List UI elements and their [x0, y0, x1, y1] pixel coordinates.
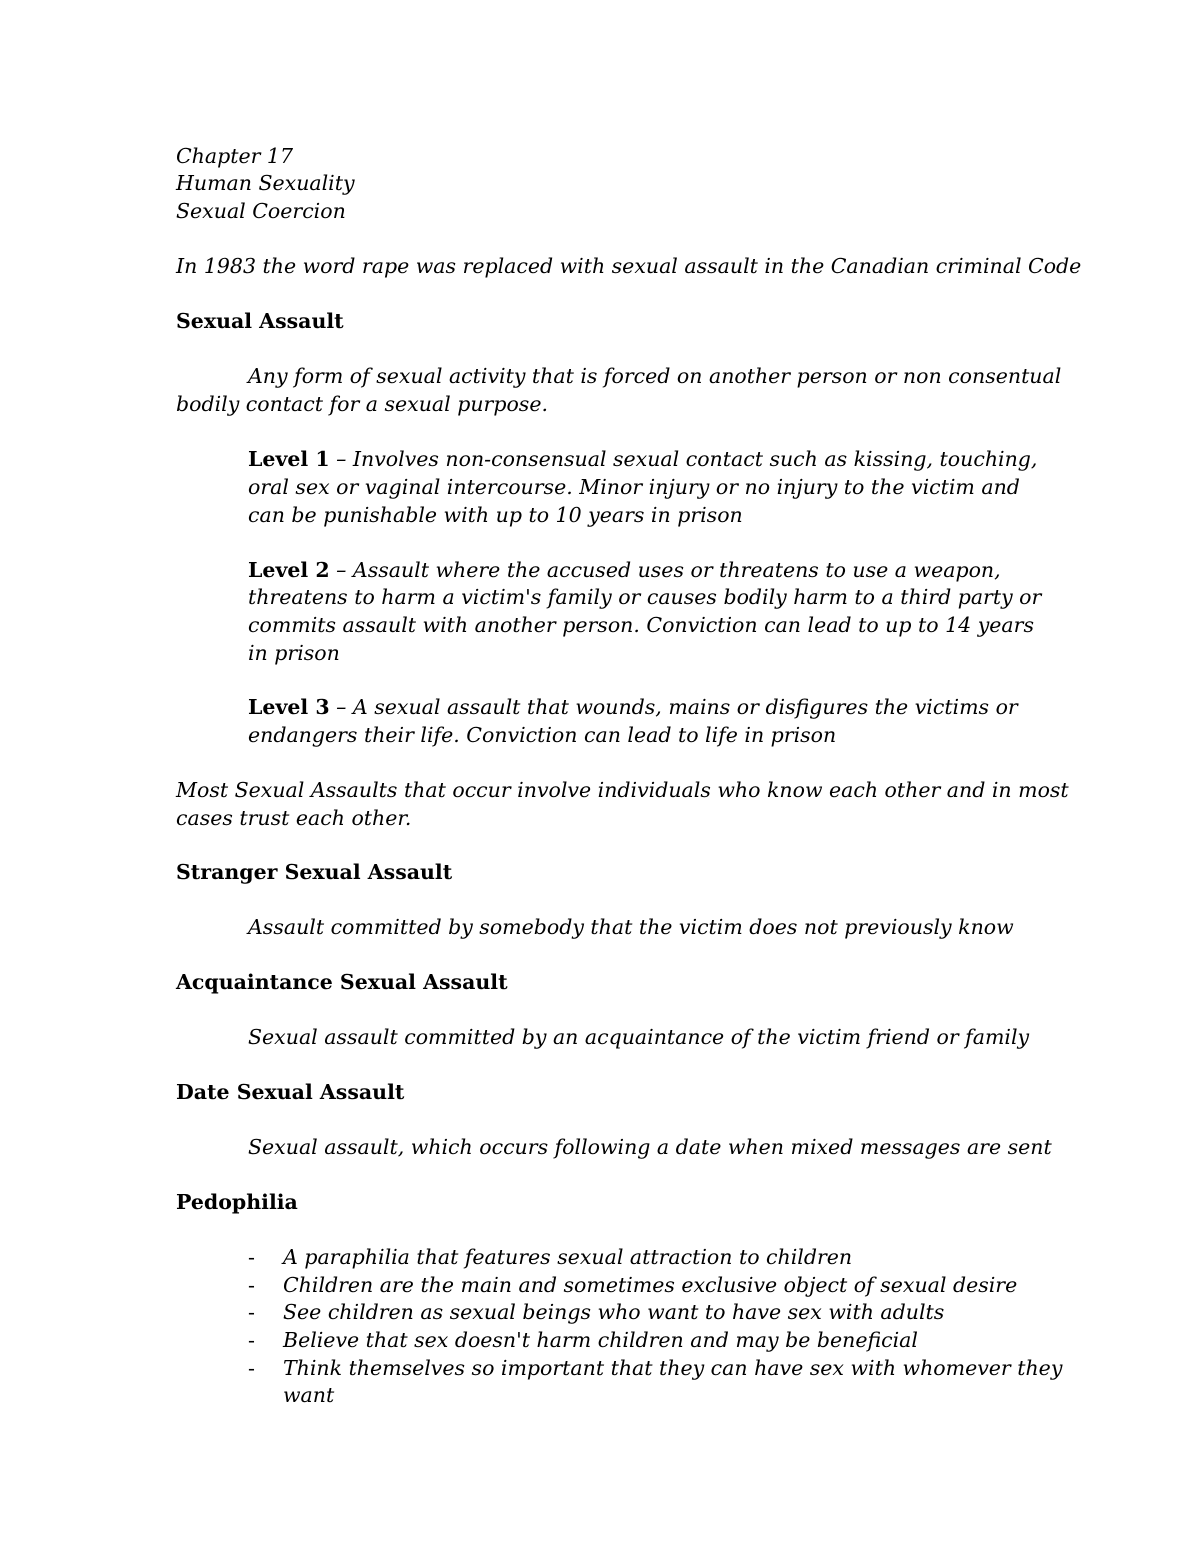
level-text: A sexual assault that wounds, mains or disfigures the victims or: [352, 695, 1018, 719]
level-label: Level 3: [248, 695, 330, 719]
section-heading-date: Date Sexual Assault: [176, 1080, 405, 1104]
definition-line: bodily contact for a sexual purpose.: [176, 392, 548, 416]
level-label: Level 1: [248, 447, 330, 471]
level-label: Level 2: [248, 558, 330, 582]
section-heading-acquaintance: Acquaintance Sexual Assault: [176, 970, 508, 994]
level-text: commits assault with another person. Conviction can lead to up to 14 years: [248, 613, 1034, 637]
bullet-dash: -: [248, 1356, 255, 1380]
term-definition: Assault committed by somebody that the victim does not previously know: [248, 915, 1014, 939]
level-text: in prison: [248, 641, 340, 665]
bullet-text: Think themselves so important that they can have sex with whomever they: [283, 1356, 1063, 1380]
bullet-text: Children are the main and sometimes exclusive object of sexual desire: [283, 1273, 1018, 1297]
level-text: endangers their life. Conviction can lead to life in prison: [248, 723, 837, 747]
definition-line: Any form of sexual activity that is forced on another person or non consentual: [248, 364, 1062, 388]
intro-paragraph: In 1983 the word rape was replaced with sexual assault in the Canadian criminal Code: [176, 254, 1082, 278]
level-item: [248, 556, 1001, 584]
bullet-text: A paraphilia that features sexual attraction to children: [283, 1245, 853, 1269]
bullet-dash: -: [248, 1300, 255, 1324]
section-heading-stranger: Stranger Sexual Assault: [176, 860, 453, 884]
bullet-dash: -: [248, 1245, 255, 1269]
level-item: [248, 445, 1037, 473]
bullet-dash: -: [248, 1328, 255, 1352]
bullet-dash: -: [248, 1273, 255, 1297]
level-text: can be punishable with up to 10 years in prison: [248, 503, 743, 527]
level-item: [248, 693, 1018, 721]
level-separator: –: [329, 695, 353, 719]
level-text: threatens to harm a victim's family or causes bodily harm to a third party or: [248, 585, 1042, 609]
bullet-text: See children as sexual beings who want to have sex with adults: [283, 1300, 945, 1324]
bullet-text: Believe that sex doesn't harm children and may be beneficial: [283, 1328, 918, 1352]
section-heading-pedophilia: Pedophilia: [176, 1190, 298, 1214]
note-line: Most Sexual Assaults that occur involve individuals who know each other and in most: [176, 778, 1069, 802]
level-text: oral sex or vaginal intercourse. Minor injury or no injury to the victim and: [248, 475, 1020, 499]
course-title: Human Sexuality: [176, 171, 355, 195]
term-definition: Sexual assault committed by an acquaintance of the victim friend or family: [248, 1025, 1030, 1049]
level-text: Assault where the accused uses or threatens to use a weapon,: [352, 558, 1001, 582]
term-definition: Sexual assault, which occurs following a date when mixed messages are sent: [248, 1135, 1052, 1159]
level-separator: –: [329, 447, 353, 471]
level-separator: –: [329, 558, 353, 582]
level-text: Involves non-consensual sexual contact such as kissing, touching,: [352, 447, 1038, 471]
topic-title: Sexual Coercion: [176, 199, 346, 223]
section-heading-sexual-assault: Sexual Assault: [176, 309, 344, 333]
chapter-label: Chapter 17: [176, 144, 294, 168]
note-line: cases trust each other.: [176, 806, 412, 830]
bullet-text: want: [283, 1383, 335, 1407]
